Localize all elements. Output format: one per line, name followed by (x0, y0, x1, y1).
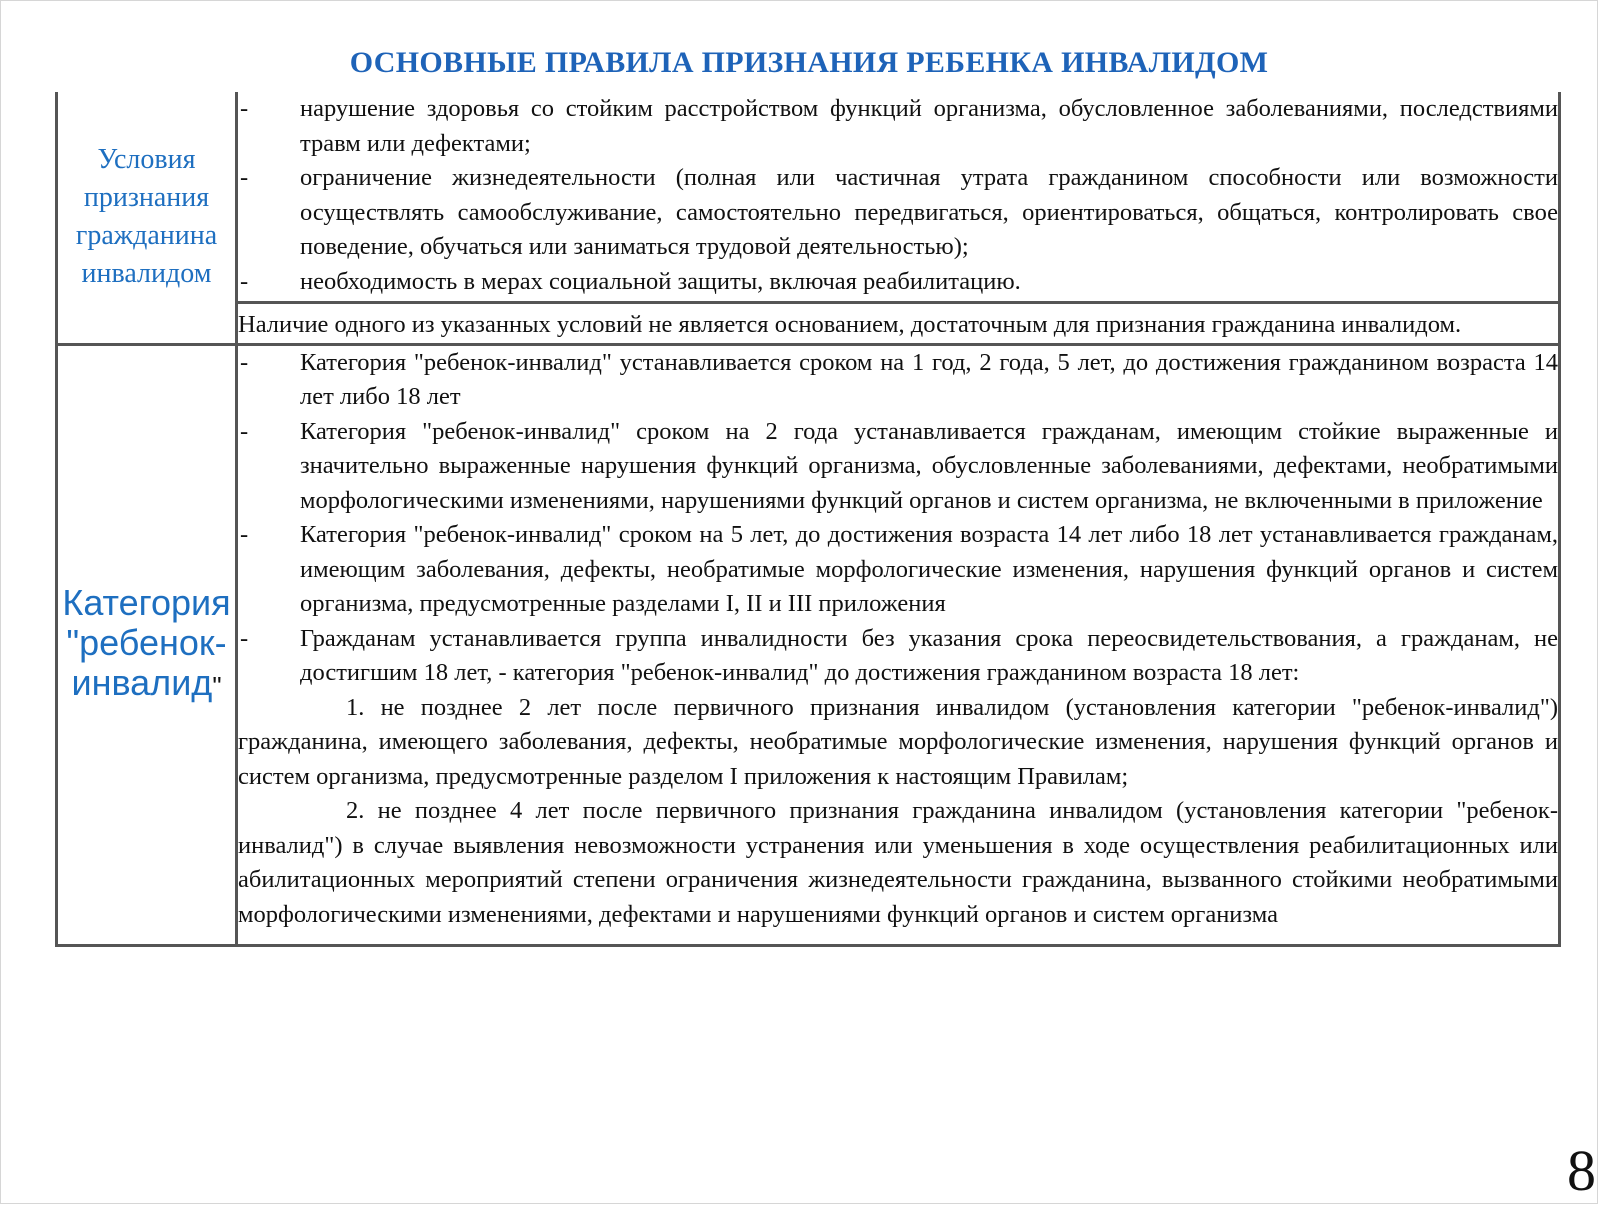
dash-marker: - (240, 164, 249, 191)
heading-line: Условия (97, 144, 196, 176)
dash-marker: - (240, 521, 249, 548)
conditions-note: Наличие одного из указанных условий не является основанием, достаточным для признания гражданина инвалидом. (238, 311, 1462, 338)
list-item (238, 161, 1558, 265)
list-item-text: Категория "ребенок-инвалид" сроком на 2 года устанавливается гражданам, имеющим стойкие выраженные и значительно выраженные нарушения функций организма, обусловленные заболеваниями, дефектами, необратимыми морфологическими изменениями, нарушениями функций органов и систем организма, не включенными в приложение (300, 417, 1558, 514)
section-heading-conditions (57, 92, 237, 344)
section-heading-category (57, 344, 237, 946)
list-item-text: нарушение здоровья со стойким расстройством функций организма, обусловленное заболеваниями, последствиями травм или дефектами; (300, 95, 1558, 157)
numbered-paragraph: 1. не позднее 2 лет после первичного признания инвалидом (установления категории "ребенок-инвалид") гражданина, имеющего заболевания, дефекты, необратимые морфологические изменения, нарушения функций органов и систем организма, предусмотренные разделом I приложения к настоящим Правилам; (238, 693, 1558, 790)
heading-line: Категория (62, 582, 231, 624)
list-item (238, 346, 1558, 415)
list-item (238, 92, 1558, 161)
list-item (238, 622, 1558, 691)
heading-line-text: инвалид (71, 662, 213, 704)
heading-quote: " (212, 671, 222, 702)
list-item-text: необходимость в мерах социальной защиты, включая реабилитацию. (300, 267, 1021, 295)
heading-line (58, 663, 235, 706)
heading-line: признания (83, 182, 210, 214)
list-item (238, 518, 1558, 622)
dash-marker: - (240, 624, 249, 652)
category-content-cell (237, 344, 1560, 946)
page-title: ОСНОВНЫЕ ПРАВИЛА ПРИЗНАНИЯ РЕБЕНКА ИНВАЛИДОМ (349, 46, 1269, 79)
rules-table (55, 92, 1561, 947)
heading-line: инвалидом (81, 258, 212, 290)
list-item-text: Категория "ребенок-инвалид" сроком на 5 лет, до достижения возраста 14 лет либо 18 лет устанавливается гражданам, имеющим заболевания, дефекты, необратимые морфологические изменения, нарушения функций органов и систем организма, предусмотренные разделами I, II и III приложения (300, 521, 1558, 617)
heading-line: "ребенок- (66, 622, 227, 664)
list-item (238, 265, 1558, 300)
table-row (57, 344, 1560, 946)
list-item-text: Гражданам устанавливается группа инвалидности без указания срока переосвидетельствования, а гражданам, не достигшим 18 лет, - категория "ребенок-инвалид" до достижения гражданином возраста 18 лет: (300, 624, 1558, 686)
heading-line: гражданина (75, 220, 218, 252)
conditions-list-cell (237, 92, 1560, 303)
list-item-text: Категория "ребенок-инвалид" устанавливается сроком на 1 год, 2 года, 5 лет, до достижения гражданином возраста 14 лет либо 18 лет (300, 348, 1558, 410)
dash-marker: - (240, 417, 249, 445)
dash-marker: - (240, 348, 249, 376)
page-number: 8 (1567, 1138, 1596, 1203)
list-item-text: ограничение жизнедеятельности (полная или частичная утрата гражданином способности или возможности осуществлять самообслуживание, самостоятельно передвигаться, ориентироваться, общаться, контролировать свое поведение, обучаться или заниматься трудовой деятельностью); (300, 164, 1558, 260)
numbered-paragraph: 2. не позднее 4 лет после первичного признания гражданина инвалидом (установления категории "ребенок-инвалид") в случае выявления невозможности устранения или уменьшения в ходе осуществления реабилитационных или абилитационных мероприятий степени ограничения жизнедеятельности гражданина, вызванного стойкими необратимыми морфологическими изменениями, дефектами и нарушениями функций органов и систем организма (238, 797, 1558, 928)
table-row (57, 92, 1560, 303)
list-item (238, 415, 1558, 519)
table-row (57, 303, 1560, 345)
dash-marker: - (240, 267, 249, 295)
dash-marker: - (240, 95, 249, 122)
conditions-note-cell (237, 303, 1560, 345)
